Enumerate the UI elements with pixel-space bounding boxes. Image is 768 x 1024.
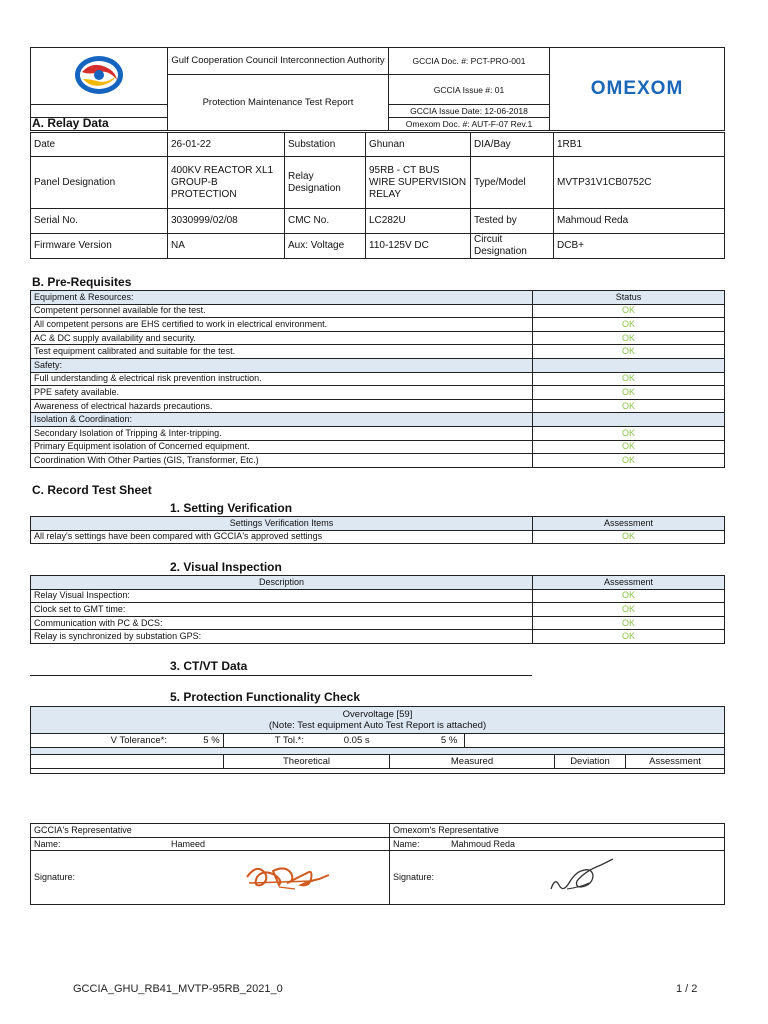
- omexom-signature-image: [545, 853, 625, 897]
- gccia-logo: [31, 48, 168, 105]
- protection-title: Overvoltage [59]: [342, 708, 413, 720]
- prereq-item: All competent persons are EHS certified to work in electrical environment.: [31, 318, 533, 332]
- relay-cell: 95RB - CT BUS WIRE SUPERVISION RELAY: [366, 157, 471, 209]
- status-ok: OK: [533, 630, 725, 644]
- gccia-rep-title: GCCIA's Representative: [31, 824, 390, 838]
- visual-inspection-table: [30, 575, 725, 644]
- status-ok: OK: [533, 440, 725, 454]
- report-title: Protection Maintenance Test Report: [168, 75, 389, 131]
- relay-cell: 26-01-22: [168, 133, 285, 157]
- relay-cell: Circuit Designation: [471, 234, 554, 259]
- status-ok: OK: [533, 589, 725, 603]
- org-name: Gulf Cooperation Council Interconnection Authority: [168, 48, 389, 75]
- v-tolerance-cell: [31, 734, 224, 748]
- relay-cell: DIA/Bay: [471, 133, 554, 157]
- v-tolerance-value: 5 %: [203, 734, 220, 746]
- bottom-row: [31, 769, 725, 774]
- name-label: Name:: [34, 838, 61, 849]
- status-ok: OK: [533, 386, 725, 400]
- relay-cell: Serial No.: [31, 209, 168, 234]
- prereq-item: Test equipment calibrated and suitable for the test.: [31, 345, 533, 359]
- col-measured: Measured: [390, 755, 555, 769]
- t-tolerance-cell: [224, 734, 555, 748]
- omexom-logo: OMEXOM: [550, 48, 725, 131]
- col-theoretical: Theoretical: [224, 755, 390, 769]
- empty-cell: [555, 734, 725, 748]
- section-relay-data: A. Relay Data: [32, 116, 109, 130]
- status-ok: OK: [533, 318, 725, 332]
- status-ok: OK: [533, 399, 725, 413]
- status-ok: OK: [533, 616, 725, 630]
- status-ok: OK: [533, 454, 725, 468]
- group-title: Isolation & Coordination:: [31, 413, 533, 427]
- protection-title-cell: [31, 707, 725, 734]
- gccia-name-cell: [31, 838, 390, 851]
- prereq-item: Secondary Isolation of Tripping & Inter-tripping.: [31, 426, 533, 440]
- signature-label: Signature:: [393, 872, 435, 883]
- gccia-signature-cell: [31, 851, 390, 905]
- relay-cell: Aux: Voltage: [285, 234, 366, 259]
- spacer-row: [31, 748, 725, 755]
- group-title-status: [533, 413, 725, 427]
- prereq-item: Full understanding & electrical risk prevention instruction.: [31, 372, 533, 386]
- protection-check-table: [30, 706, 725, 774]
- subsection-ctvt-data: 3. CT/VT Data: [170, 659, 248, 673]
- relay-cell: DCB+: [554, 234, 725, 259]
- relay-cell: 1RB1: [554, 133, 725, 157]
- col-deviation: Deviation: [555, 755, 626, 769]
- v-tolerance-label: V Tolerance*:: [110, 734, 167, 746]
- omexom-signature-cell: [390, 851, 725, 905]
- gccia-doc-number: GCCIA Doc. #: PCT-PRO-001: [389, 48, 550, 75]
- protection-note: (Note: Test equipment Auto Test Report is attached): [268, 720, 487, 731]
- col-header: Assessment: [533, 576, 725, 590]
- col-header: Settings Verification Items: [31, 517, 533, 531]
- col-header: Description: [31, 576, 533, 590]
- visual-item: Relay Visual Inspection:: [31, 589, 533, 603]
- group-title: Safety:: [31, 358, 533, 372]
- ctvt-divider: [30, 675, 532, 676]
- gccia-name: Hameed: [171, 838, 206, 849]
- status-ok: OK: [533, 345, 725, 359]
- relay-cell: Relay Designation: [285, 157, 366, 209]
- gccia-issue-number: GCCIA Issue #: 01: [389, 75, 550, 105]
- omexom-doc-number: Omexom Doc. #: AUT-F-07 Rev.1: [389, 118, 550, 131]
- gccia-signature-image: [239, 855, 339, 895]
- relay-cell: Type/Model: [471, 157, 554, 209]
- relay-cell: Substation: [285, 133, 366, 157]
- status-ok: OK: [533, 530, 725, 544]
- status-ok: OK: [533, 426, 725, 440]
- relay-cell: 110-125V DC: [366, 234, 471, 259]
- relay-cell: NA: [168, 234, 285, 259]
- settings-item: All relay's settings have been compared with GCCIA's approved settings: [31, 530, 533, 544]
- relay-cell: MVTP31V1CB0752C: [554, 157, 725, 209]
- footer-page-number: 1 / 2: [676, 983, 698, 995]
- relay-data-table: [30, 132, 725, 259]
- t-tolerance-percent: 5 %: [440, 734, 458, 746]
- col-assessment: Assessment: [626, 755, 725, 769]
- t-tolerance-value: 0.05 s: [343, 734, 370, 746]
- footer-doc-id: GCCIA_GHU_RB41_MVTP-95RB_2021_0: [73, 983, 283, 995]
- omexom-name: Mahmoud Reda: [451, 838, 516, 849]
- signature-label: Signature:: [34, 872, 76, 883]
- prereq-item: PPE safety available.: [31, 386, 533, 400]
- status-ok: OK: [533, 603, 725, 617]
- visual-item: Communication with PC & DCS:: [31, 616, 533, 630]
- relay-cell: Mahmoud Reda: [554, 209, 725, 234]
- section-prerequisites: B. Pre-Requisites: [32, 275, 132, 289]
- subsection-protection-check: 5. Protection Functionality Check: [170, 690, 361, 704]
- relay-cell: CMC No.: [285, 209, 366, 234]
- visual-item: Relay is synchronized by substation GPS:: [31, 630, 533, 644]
- document-header: [30, 47, 725, 131]
- relay-cell: LC282U: [366, 209, 471, 234]
- prereq-item: Competent personnel available for the test.: [31, 304, 533, 318]
- group-title: Equipment & Resources:: [31, 291, 533, 305]
- prereq-item: Primary Equipment isolation of Concerned equipment.: [31, 440, 533, 454]
- relay-cell: 400KV REACTOR XL1 GROUP-B PROTECTION: [168, 157, 285, 209]
- status-ok: OK: [533, 304, 725, 318]
- prerequisites-table: [30, 290, 725, 468]
- visual-item: Clock set to GMT time:: [31, 603, 533, 617]
- group-title-status: [533, 358, 725, 372]
- relay-cell: 3030999/02/08: [168, 209, 285, 234]
- relay-cell: Panel Designation: [31, 157, 168, 209]
- subsection-setting-verification: 1. Setting Verification: [170, 501, 293, 515]
- prereq-item: AC & DC supply availability and security.: [31, 331, 533, 345]
- prereq-item: Coordination With Other Parties (GIS, Transformer, Etc.): [31, 454, 533, 468]
- prereq-item: Awareness of electrical hazards precautions.: [31, 399, 533, 413]
- empty-col-header: [31, 755, 224, 769]
- t-tolerance-label: T Tol.*:: [274, 734, 304, 746]
- status-ok: OK: [533, 372, 725, 386]
- relay-cell: Tested by: [471, 209, 554, 234]
- relay-cell: Date: [31, 133, 168, 157]
- relay-cell: Ghunan: [366, 133, 471, 157]
- name-label: Name:: [393, 838, 420, 849]
- settings-verification-table: [30, 516, 725, 544]
- signature-table: [30, 823, 725, 905]
- section-record-test-sheet: C. Record Test Sheet: [32, 483, 152, 497]
- status-header: Status: [533, 291, 725, 305]
- omexom-name-cell: [390, 838, 725, 851]
- gccia-issue-date: GCCIA Issue Date: 12-06-2018: [389, 105, 550, 118]
- subsection-visual-inspection: 2. Visual Inspection: [170, 560, 282, 574]
- omexom-rep-title: Omexom's Representative: [390, 824, 725, 838]
- status-ok: OK: [533, 331, 725, 345]
- relay-cell: Firmware Version: [31, 234, 168, 259]
- col-header: Assessment: [533, 517, 725, 531]
